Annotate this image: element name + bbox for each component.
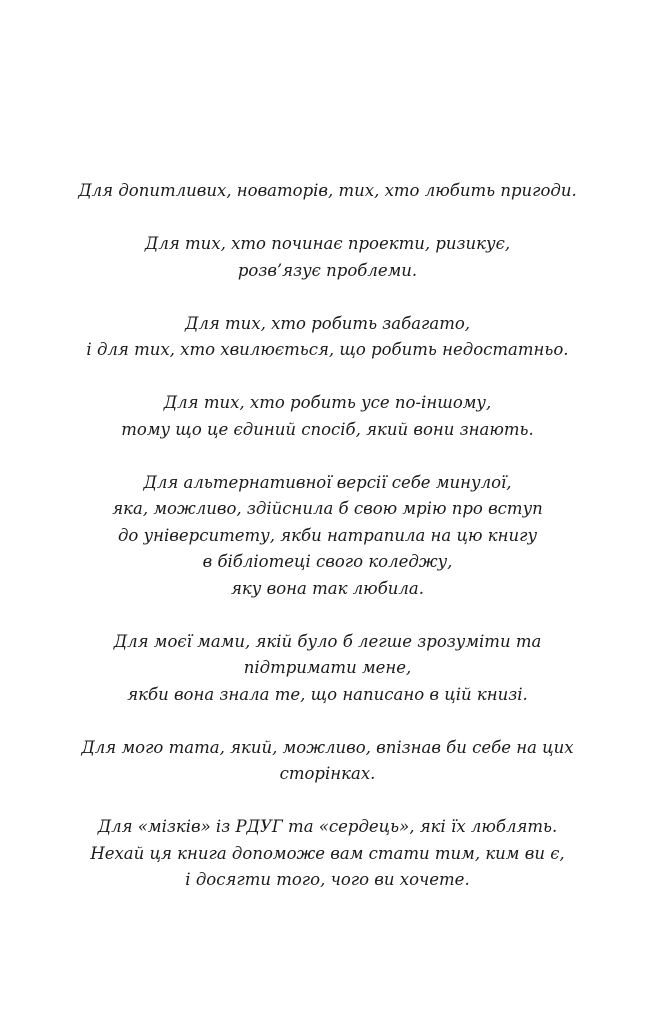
dedication-line: Для моєї мами, якій було б легше зрозуміти та <box>113 631 542 651</box>
dedication-stanza <box>0 178 655 205</box>
dedication-line: Для тих, хто починає проекти, ризикує, <box>144 234 511 253</box>
dedication-line: підтримати мене, <box>243 658 412 677</box>
dedication-line: Для мого тата, який, можливо, впізнав би себе на цих <box>81 737 574 757</box>
dedication-line: якби вона знала те, що написано в цій книзі. <box>127 684 528 704</box>
dedication-line: і для тих, хто хвилюється, що робить недостатньо. <box>86 340 569 359</box>
dedication-stanza <box>0 311 655 364</box>
dedication-stanza <box>0 231 655 284</box>
dedication-line: яку вона так любила. <box>231 578 424 598</box>
dedication-line: Для «мізків» із РДУГ та «сердець», які їх люблять. <box>97 817 558 836</box>
dedication-stanza <box>0 814 655 894</box>
dedication-line: Для тих, хто робить забагато, <box>184 313 471 333</box>
dedication-line: тому що це єдиний спосіб, який вони знають. <box>121 419 534 439</box>
dedication-line: яка, можливо, здійснила б свою мрію про вступ <box>112 499 543 518</box>
dedication-line: Для альтернативної версії себе минулої, <box>143 472 512 492</box>
dedication-stanza <box>0 735 655 788</box>
dedication-stanza <box>0 470 655 603</box>
dedication-line: в бібліотеці свого коледжу, <box>202 552 453 571</box>
dedication-line: розв’язує проблеми. <box>237 260 418 280</box>
dedication-line: Для допитливих, новаторів, тих, хто любить пригоди. <box>78 181 577 200</box>
dedication-text <box>0 178 655 920</box>
dedication-line: Для тих, хто робить усе по-іншому, <box>163 393 492 412</box>
dedication-stanza <box>0 390 655 443</box>
dedication-line: і досягти того, чого ви хочете. <box>185 870 470 889</box>
dedication-stanza <box>0 629 655 709</box>
dedication-line: до університету, якби натрапила на цю книгу <box>117 525 538 545</box>
dedication-line: сторінках. <box>279 764 376 783</box>
dedication-line: Нехай ця книга допоможе вам стати тим, ким ви є, <box>90 843 565 863</box>
